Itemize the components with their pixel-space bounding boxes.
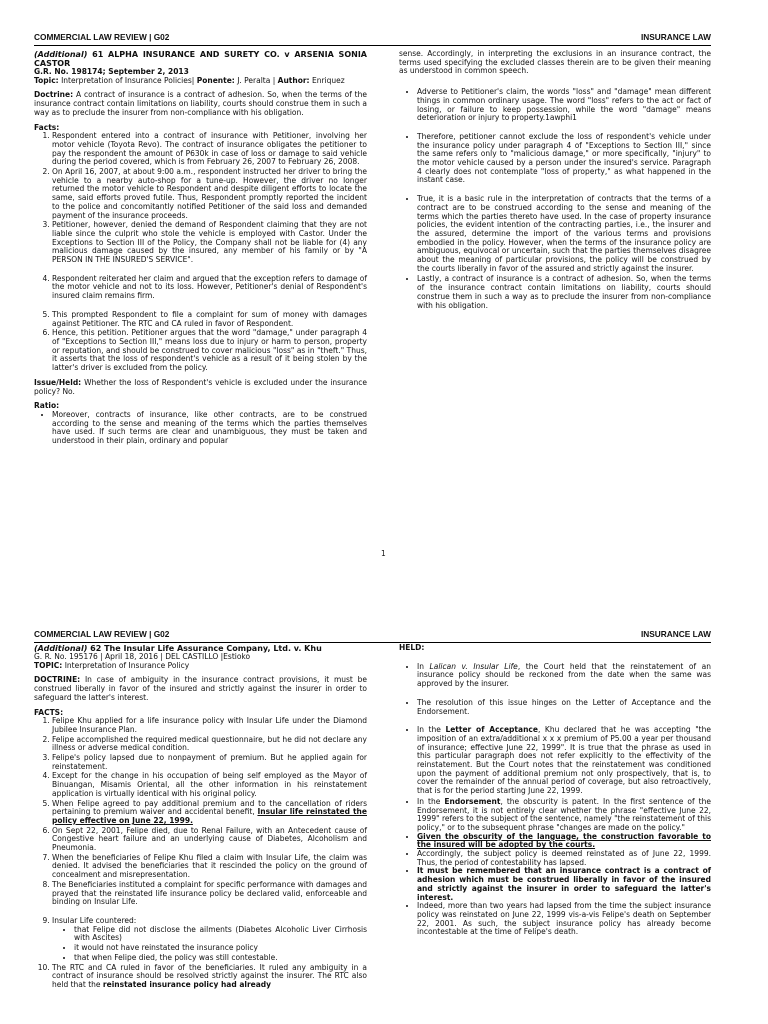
- document-page-2: [0, 610, 768, 1024]
- author-label: Author:: [277, 75, 310, 85]
- fact-item: 7. When the beneficiaries of Felipe Khu filed a claim with Insular Life, the claim was denied. It advised the beneficiaries that it rescinded the policy on the ground of concealment and misrepresentation.: [52, 854, 367, 880]
- facts-heading: FACTS:: [34, 707, 64, 717]
- fact-item: 3. Petitioner, however, denied the demand of Respondent claiming that they are not liable since the culprit who stole the vehicle is employed with Castor. Under the Exceptions to Section III of the Policy, the Company shall not be liable for (4) any malicious damage caused by the insured, any member of his family or by "A PERSON IN THE INSURED'S SERVICE".: [52, 221, 367, 265]
- case-title-text: 61 ALPHA INSURANCE AND SURETY CO. v ARSENIA SONIA CASTOR: [34, 50, 367, 68]
- fact-item: 8. The Beneficiaries instituted a complaint for specific performance with damages and prayed that the reinstated life insurance policy be declared valid, enforceable and binding on Insular Life.: [52, 881, 367, 907]
- facts-heading: Facts:: [34, 122, 60, 132]
- held-emphasis: It must be remembered that an insurance contract is a contract of adhesion which must be construed liberally in favor of the insured and strictly against the insurer in order to safeguard the latter's interest.: [417, 866, 711, 902]
- doctrine-label: DOCTRINE:: [34, 675, 81, 685]
- facts-list: [34, 717, 367, 989]
- held-text: In the: [417, 725, 441, 735]
- issue-text: Whether the loss of Respondent's vehicle is excluded under the insurance policy? No.: [34, 377, 367, 396]
- fact-item: [52, 964, 367, 990]
- fact-subitem: • that Felipe did not disclose the ailments (Diabetes Alcoholic Liver Cirrhosis with Ascites): [74, 926, 367, 943]
- held-emphasis: Endorsement: [444, 796, 501, 806]
- fact-sublist: [62, 926, 367, 963]
- doctrine-label: Doctrine:: [34, 90, 74, 100]
- doctrine-text: In case of ambiguity in the insurance contract provisions, it must be construed liberally in favor of the insured and strictly against the insurer in order to safeguard the latter's interest.: [34, 675, 367, 702]
- topic-text: Interpretation of Insurance Policy: [64, 660, 190, 670]
- fact-item: 2. On April 16, 2007, at about 9:00 a.m., respondent instructed her driver to bring the vehicle to a nearby auto-shop for a tune-up. However, the driver no longer returned the motor vehicle to Respondent and despite diligent efforts to locate the same, said efforts proved futile. Thus, Respondent promptly reported the incident to the police and concomitantly notified Petitioner of the said loss and demanded payment of the insurance proceeds.: [52, 168, 367, 220]
- held-text: , Khu declared that he was accepting "the imposition of an extra/additional x x x premium of P5.00 a year per thousand of insurance; effective June 22, 1999". It is true that the phrase as used in this particular paragraph does not refer explicitly to the effectivity of the reinstatement. But the Court notes that the reinstatement was conditioned upon the payment of additional premium not only prospectively, that is, to cover the remainder of the annual period of coverage, but also retroactively, that is for the period starting June 22, 1999.: [417, 725, 711, 796]
- case-meta: [34, 77, 367, 86]
- held-item: [417, 663, 711, 689]
- page-number: 1: [381, 549, 386, 558]
- case-title: [34, 50, 367, 68]
- held-item: [417, 798, 711, 833]
- fact-subitem: • it would not have reinstated the insurance policy: [74, 944, 367, 953]
- fact-item: 4. Respondent reiterated her claim and argued that the exception refers to damage of the motor vehicle and not to its loss. However, Petitioner's denial of Respondent's insured claim remains firm.: [52, 275, 367, 301]
- header-subject: INSURANCE LAW: [640, 629, 711, 639]
- held-case-citation: Lalican v. Insular Life: [429, 661, 518, 671]
- ratio-continuation: sense. Accordingly, in interpreting the exclusions in an insurance contract, the terms used specifying the excluded classes therein are to be given their meaning as understood in common speech.: [399, 49, 711, 76]
- fact-item: 4. Except for the change in his occupation of being self employed as the Mayor of Binuangan, Misamis Oriental, all the other information in his reinstatement application is virtually identical with his original policy.: [52, 772, 367, 798]
- page-header: [34, 628, 711, 643]
- ratio-item: • Moreover, contracts of insurance, like other contracts, are to be construed according to the sense and meaning of the terms which the parties themselves have used. If such terms are clear and unambiguous, they must be taken and understood in their plain, ordinary and popular: [52, 411, 367, 446]
- ratio-heading: Ratio:: [34, 401, 60, 411]
- fact-text: When Felipe agreed to pay additional premium and to the cancellation of riders pertaining to premium waiver and accidental benefit,: [52, 798, 367, 817]
- right-column: [399, 50, 711, 320]
- held-item: [417, 833, 711, 850]
- ratio-item: • True, it is a basic rule in the interpretation of contracts that the terms of a contract are to be construed according to the sense and meaning of the terms which the parties thereto have used. In the case of property insurance policies, the evident intention of the contracting parties, i.e., the insurer and the assured, determine the import of the various terms and provisions embodied in the policy. However, when the terms of the insurance policy are ambiguous, equivocal or uncertain, such that the parties themselves disagree about the meaning of particular provisions, the policy will be construed by the courts liberally in favor of the assured and strictly against the insurer.: [417, 195, 711, 273]
- fact-item: [52, 917, 367, 963]
- held-item: • Accordingly, the subject policy is deemed reinstated as of June 22, 1999. Thus, the period of contestability has lapsed.: [417, 850, 711, 867]
- ponente-text: J. Peralta |: [237, 75, 276, 85]
- left-column: [34, 50, 367, 447]
- fact-item: 2. Felipe accomplished the required medical questionnaire, but he did not declare any illness or adverse medical condition.: [52, 736, 367, 753]
- held-heading: HELD:: [399, 643, 425, 652]
- fact-emphasis: reinstated insurance policy had already: [102, 979, 272, 989]
- case-title-text: 62 The Insular Life Assurance Company, Ltd. v. Khu: [90, 644, 322, 653]
- fact-text: Insular Life countered:: [52, 915, 137, 925]
- held-item: [417, 726, 711, 796]
- doctrine-text: A contract of insurance is a contract of adhesion. So, when the terms of the insurance contract contain limitations on liability, courts should construe them in such a way as to preclude the insurer from non-compliance with his obligation.: [34, 90, 367, 117]
- ratio-item: • Adverse to Petitioner's claim, the words "loss" and "damage" mean different things in common ordinary usage. The word "loss" refers to the act or fact of losing, or failure to keep possession, while the word "damage" means deterioration or injury to property.1awphi1: [417, 88, 711, 123]
- fact-item: 5. This prompted Respondent to file a complaint for sum of money with damages against Petitioner. The RTC and CA ruled in favor of Respondent.: [52, 311, 367, 328]
- page-header: [34, 31, 711, 46]
- held-item: • The resolution of this issue hinges on the Letter of Acceptance and the Endorsement.: [417, 699, 711, 716]
- fact-subitem: • that when Felipe died, the policy was still contestable.: [74, 954, 367, 963]
- topic-label: TOPIC:: [34, 660, 63, 670]
- ratio-list-right: [399, 88, 711, 310]
- facts-list: [34, 132, 367, 373]
- topic-text: Interpretation of Insurance Policies|: [61, 75, 195, 85]
- case-topic: [34, 662, 367, 671]
- ponente-label: Ponente:: [196, 75, 235, 85]
- ratio-item: • Therefore, petitioner cannot exclude the loss of respondent's vehicle under the insurance policy under paragraph 4 of "Exceptions to Section III," since the same refers only to "malicious damage," or more specifically, "injury" to the motor vehicle caused by a person under the insured's service. Paragraph 4 clearly does not contemplate "loss of property," as what happened in the instant case.: [417, 133, 711, 185]
- issue-label: Issue/Held:: [34, 377, 82, 387]
- fact-item: [52, 800, 367, 826]
- fact-item: 1. Respondent entered into a contract of insurance with Petitioner, involving her motor vehicle (Toyota Revo). The contract of insurance obligates the petitioner to pay the respondent the amount of P630k in case of loss or damage to said vehicle during the period covered, which is from February 26, 2007 to February 26, 2008.: [52, 132, 367, 167]
- case-title-prefix: (Additional): [34, 644, 88, 653]
- held-text: , the obscurity is patent. In the first sentence of the Endorsement, it is not entirely clear whether the phrase "effective June 22, 1999" refers to the subject of the sentence, namely "the reinstatement of this policy," or to the subsequent phrase "changes are made on the policy.": [417, 796, 711, 832]
- header-course-title: COMMERCIAL LAW REVIEW | G02: [34, 32, 170, 42]
- header-course-title: COMMERCIAL LAW REVIEW | G02: [34, 629, 170, 639]
- case-title-prefix: (Additional): [34, 50, 88, 59]
- author-text: Enriquez: [311, 75, 345, 85]
- held-emphasis: Given the obscurity of the language, the construction favorable to the insured will be adopted by the courts.: [417, 831, 711, 850]
- page-gap: [0, 560, 768, 610]
- doctrine: [34, 91, 367, 117]
- held-text: , the Court held that the reinstatement of an insurance policy should be reckoned from the date when the same was approved by the insurer.: [417, 661, 712, 689]
- held-item: • Indeed, more than two years had lapsed from the time the subject insurance policy was reinstated on June 22, 1999 vis-a-vis Felipe's death on September 22, 2001. As such, the subject insurance policy has already become incontestable at the time of Felipe's death.: [417, 902, 711, 937]
- fact-item: 1. Felipe Khu applied for a life insurance policy with Insular Life under the Diamond Jubilee Insurance Plan.: [52, 717, 367, 734]
- case-citation: G. R. No. 195176 | April 18, 2016 | DEL CASTILLO |Estioko: [34, 652, 251, 661]
- header-subject: INSURANCE LAW: [640, 32, 711, 42]
- held-item: [417, 867, 711, 902]
- fact-text: The RTC and CA ruled in favor of the beneficiaries. It ruled any ambiguity in a contract of insurance should be resolved strictly against the insurer. The RTC also held that the: [52, 962, 367, 989]
- fact-item: 3. Felipe's policy lapsed due to nonpayment of premium. But he applied again for reinstatement.: [52, 754, 367, 771]
- ratio-item: • Lastly, a contract of insurance is a contract of adhesion. So, when the terms of the insurance contract contain limitations on liability, courts should construe them in such a way as to preclude the insurer from non-compliance with his obligation.: [417, 275, 711, 310]
- fact-item: 6. On Sept 22, 2001, Felipe died, due to Renal Failure, with an Antecedent cause of Congestive heart failure and an underlying cause of Diabetes, Alcoholism and Pneumonia.: [52, 827, 367, 853]
- held-list: [399, 663, 711, 937]
- held-text: In the: [417, 796, 441, 806]
- ratio-list-left: [34, 411, 367, 446]
- fact-item: 6. Hence, this petition. Petitioner argues that the word "damage," under paragraph 4 of "Exceptions to Section III," means loss due to injury or harm to person, property or reputation, and should be construed to cover malicious "loss" as in "theft." Thus, it asserts that the loss of respondent's vehicle as a result of it being stolen by the latter's driver is excluded from the policy.: [52, 329, 367, 373]
- topic-label: Topic:: [34, 75, 59, 85]
- doctrine: [34, 676, 367, 702]
- right-column: [399, 644, 711, 937]
- case-citation: G.R. No. 198174; September 2, 2013: [34, 67, 189, 76]
- fact-emphasis: Insular life reinstated the policy effective on June 22, 1999.: [52, 807, 367, 825]
- left-column: [34, 644, 367, 991]
- issue: [34, 379, 367, 396]
- held-text: In: [417, 661, 424, 671]
- held-emphasis: Letter of Acceptance: [445, 725, 538, 735]
